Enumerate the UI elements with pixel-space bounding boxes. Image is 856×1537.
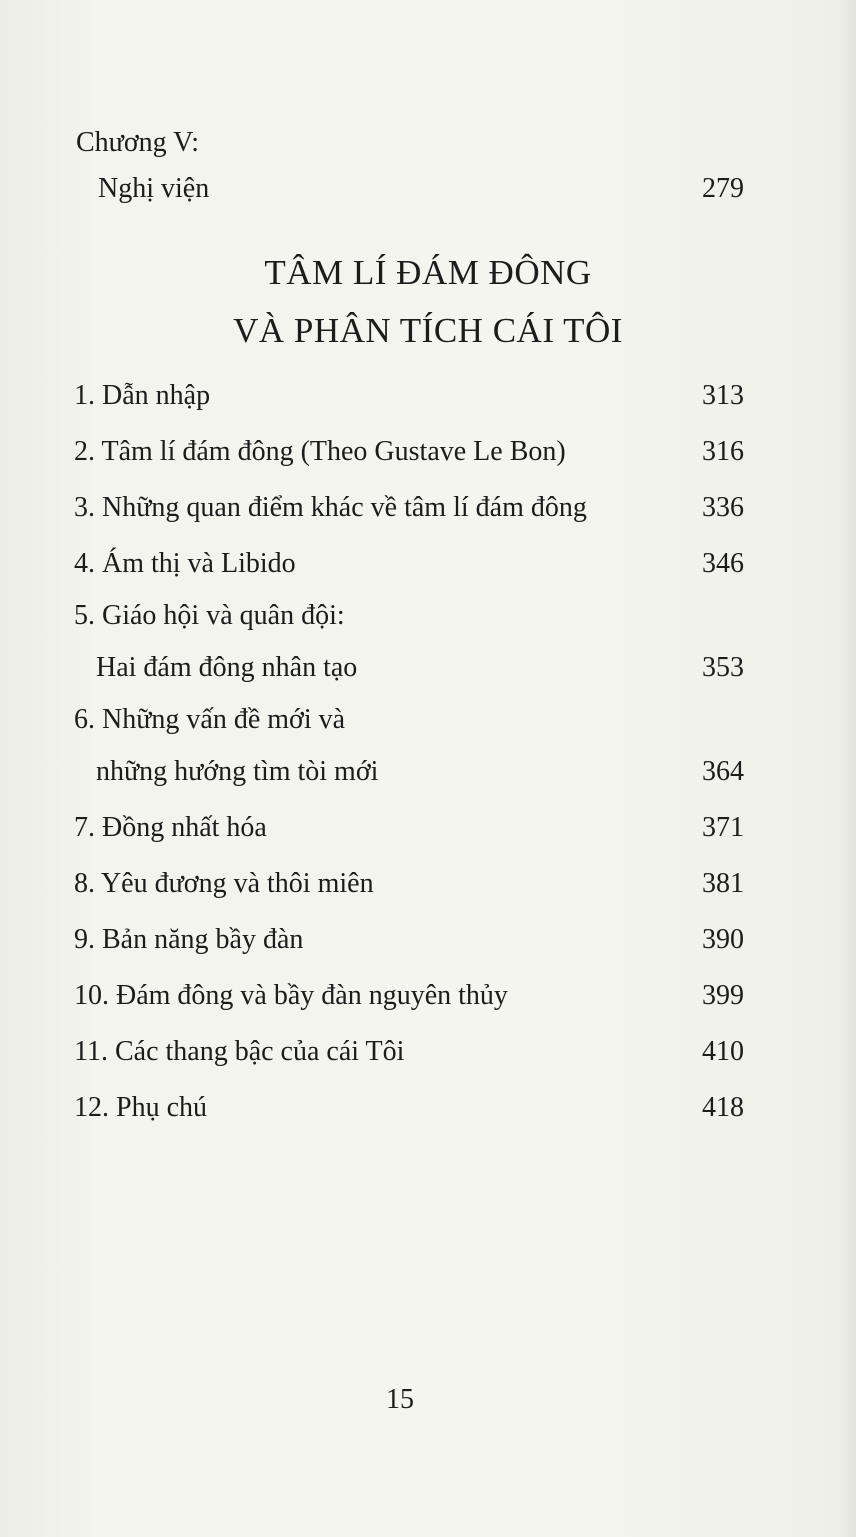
toc-entry-continuation: [74, 640, 744, 696]
toc-entry-page: 371: [702, 812, 744, 843]
toc-entry-title-continued: Hai đám đông nhân tạo: [96, 652, 358, 683]
toc-entry-page: 316: [702, 436, 744, 467]
chapter-row: [76, 166, 744, 212]
toc-entry-page: 390: [702, 924, 744, 955]
page-number: 15: [386, 1384, 414, 1415]
toc-entry-page: 346: [702, 548, 744, 579]
chapter-page: 279: [702, 173, 744, 204]
toc-entry-title: 4. Ám thị và Libido: [74, 548, 296, 579]
toc-entry-title: 10. Đám đông và bầy đàn nguyên thủy: [74, 980, 508, 1011]
toc-entry-page: 399: [702, 980, 744, 1011]
toc-entry: [74, 1024, 744, 1080]
section-heading: [0, 244, 856, 360]
toc-entry: [74, 424, 744, 480]
toc-entry-title: 12. Phụ chú: [74, 1092, 207, 1123]
toc-entry: [74, 912, 744, 968]
toc-entry: [74, 1080, 744, 1136]
toc-entry-title: 1. Dẫn nhập: [74, 380, 211, 411]
toc-entry-title: 11. Các thang bậc của cái Tôi: [74, 1036, 405, 1067]
toc-entry-title: 3. Những quan điểm khác về tâm lí đám đông: [74, 492, 587, 523]
chapter-label: Chương V:: [76, 127, 200, 158]
toc-entry: [74, 856, 744, 912]
toc-entry-continuation: [74, 744, 744, 800]
table-of-contents: [74, 368, 744, 1136]
toc-entry-title: 7. Đồng nhất hóa: [74, 812, 267, 843]
toc-entry-title: 8. Yêu đương và thôi miên: [74, 868, 374, 899]
page-edge-shadow: [838, 0, 856, 1537]
toc-entry: [74, 800, 744, 856]
toc-entry-title: 6. Những vấn đề mới và: [74, 704, 346, 735]
toc-entry-title: 5. Giáo hội và quân đội:: [74, 600, 345, 631]
toc-entry: [74, 968, 744, 1024]
toc-entry: [74, 536, 744, 592]
toc-entry: [74, 696, 744, 800]
toc-entry-page: 313: [702, 380, 744, 411]
toc-entry: [74, 480, 744, 536]
section-title-line2: VÀ PHÂN TÍCH CÁI TÔI: [233, 311, 623, 350]
toc-entry-title: 9. Bản năng bầy đàn: [74, 924, 304, 955]
toc-entry-page: 418: [702, 1092, 744, 1123]
chapter-title: Nghị viện: [98, 173, 210, 204]
toc-entry: [74, 592, 744, 696]
toc-entry-page: 336: [702, 492, 744, 523]
toc-entry-page: 353: [702, 652, 744, 683]
toc-entry-page: 381: [702, 868, 744, 899]
toc-entry-title: 2. Tâm lí đám đông (Theo Gustave Le Bon): [74, 436, 566, 467]
previous-chapter-entry: [76, 120, 744, 212]
toc-entry: [74, 368, 744, 424]
toc-entry-title-continued: những hướng tìm tòi mới: [96, 756, 379, 787]
section-title-line1: TÂM LÍ ĐÁM ĐÔNG: [264, 253, 592, 292]
toc-entry-page: 364: [702, 756, 744, 787]
toc-entry-page: 410: [702, 1036, 744, 1067]
